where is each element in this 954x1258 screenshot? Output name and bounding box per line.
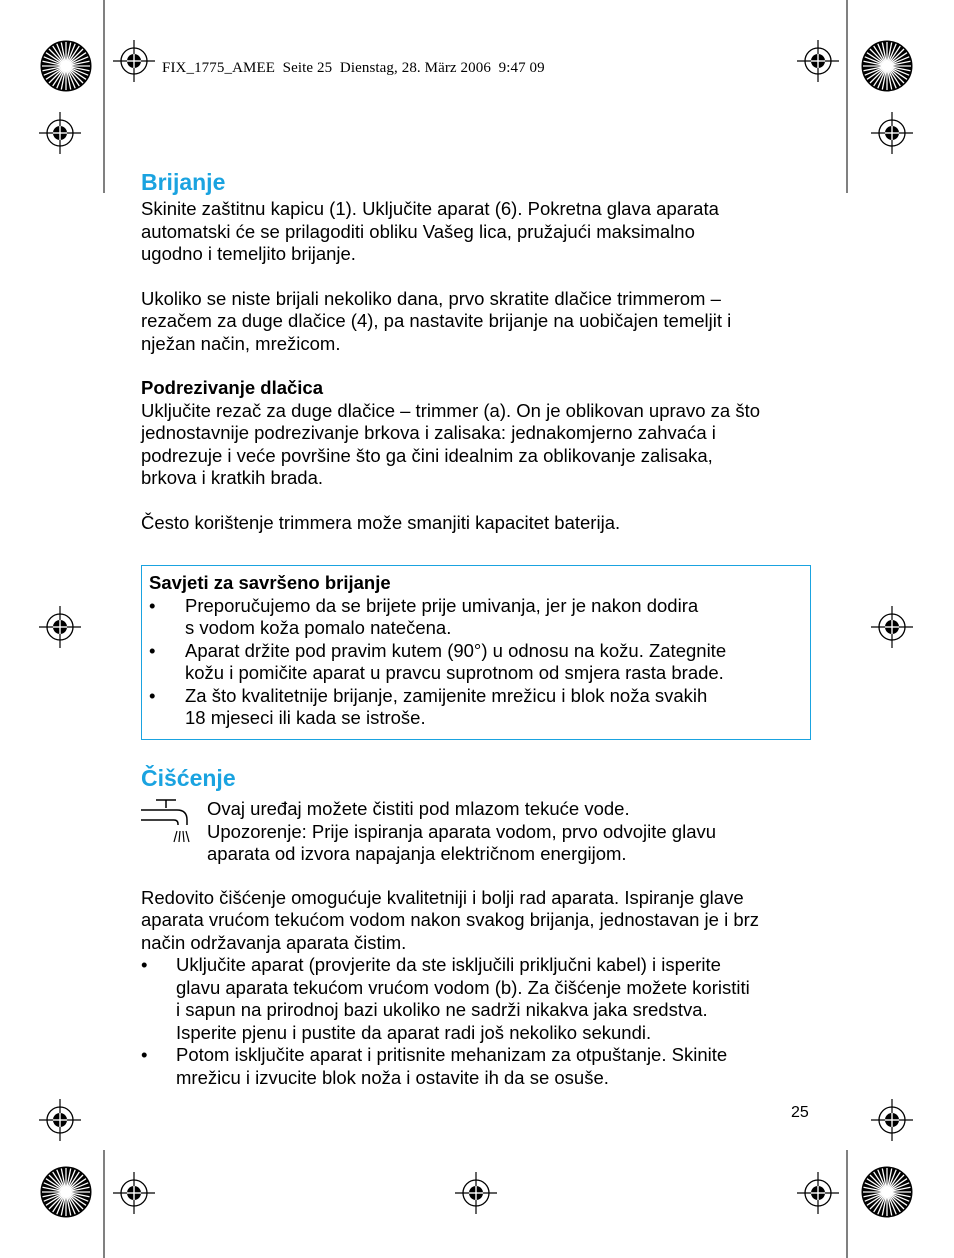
water-note-text: Ovaj uređaj možete čistiti pod mlazom tekuće vode. Upozorenje: Prije ispiranja aparata vodom, prvo odvojite glavu aparata od izvora napajanja električnom energijom. [207, 798, 717, 864]
trimmer-battery-note: Često korištenje trimmera može smanjiti kapacitet baterija. [141, 511, 621, 533]
list-item: • Aparat držite pod pravim kutem (90°) u odnosu na kožu. Zategnite kožu i pomičite aparat u pravcu suprotnom od smjera rasta brade. [149, 639, 727, 683]
cleaning-section [141, 762, 813, 1089]
list-item: • Potom isključite aparat i pritisnite mehanizam za otpuštanje. Skinite mrežicu i izvucite blok noža i ostavite ih da se osuše. [141, 1044, 728, 1088]
water-note [141, 798, 813, 866]
section-title-shaving: Brijanje [141, 169, 226, 195]
list-item: • Uključite aparat (provjerite da ste isključili priključni kabel) i isperite glavu aparata tekućom vrućom vodom (b). Za čišćenje možete koristiti i sapun na prirodnoj bazi ukoliko ne sadrži nikakva jaka sredstva. Isperite pjenu i pustite da aparat radi još nekoliko sekundi. [141, 954, 750, 1043]
list-item: • Za što kvalitetnije brijanje, zamijenite mrežicu i blok noža svakih 18 mjeseci ili kada se istroše. [149, 684, 708, 728]
shaving-paragraph-1: Skinite zaštitnu kapicu (1). Uključite aparat (6). Pokretna glava aparata automatski će se prilagoditi obliku Vašeg lica, pružajući maksimalno ugodno i temeljito brijanje. [141, 198, 719, 264]
print-slug: FIX_1775_AMEE Seite 25 Dienstag, 28. März 2006 9:47 09 [162, 60, 545, 76]
trimming-paragraph: Uključite rezač za duge dlačice – trimmer (a). On je oblikovan upravo za što jednostavnije podrezivanje brkova i zalisaka: jednakomjerno zahvaća i podrezuje i veće površine što ga čini idealnim za oblikovanje zalisaka, brkova i kratkih brada. [141, 399, 760, 488]
section-title-cleaning: Čišćenje [141, 765, 236, 791]
list-item: • Preporučujemo da se brijete prije umivanja, jer je nakon dodira s vodom koža pomalo natečena. [149, 594, 699, 638]
water-tap-icon [141, 798, 207, 858]
shaving-section [141, 166, 813, 534]
trimming-subtitle: Podrezivanje dlačica [141, 377, 324, 398]
page-number: 25 [791, 1104, 809, 1121]
tips-box [141, 565, 811, 740]
cleaning-paragraph: Redovito čišćenje omogućuje kvalitetniji i bolji rad aparata. Ispiranje glave aparata vrućom tekućom vodom nakon svakog brijanja, jednostavan je i brz način održavanja aparata čistim. [141, 886, 760, 953]
shaving-paragraph-2: Ukoliko se niste brijali nekoliko dana, prvo skratite dlačice trimmerom – rezačem za duge dlačice (4), pa nastavite brijanje na uobičajen temeljit i nježan način, mrežicom. [141, 287, 732, 354]
tips-title: Savjeti za savršeno brijanje [149, 572, 391, 593]
